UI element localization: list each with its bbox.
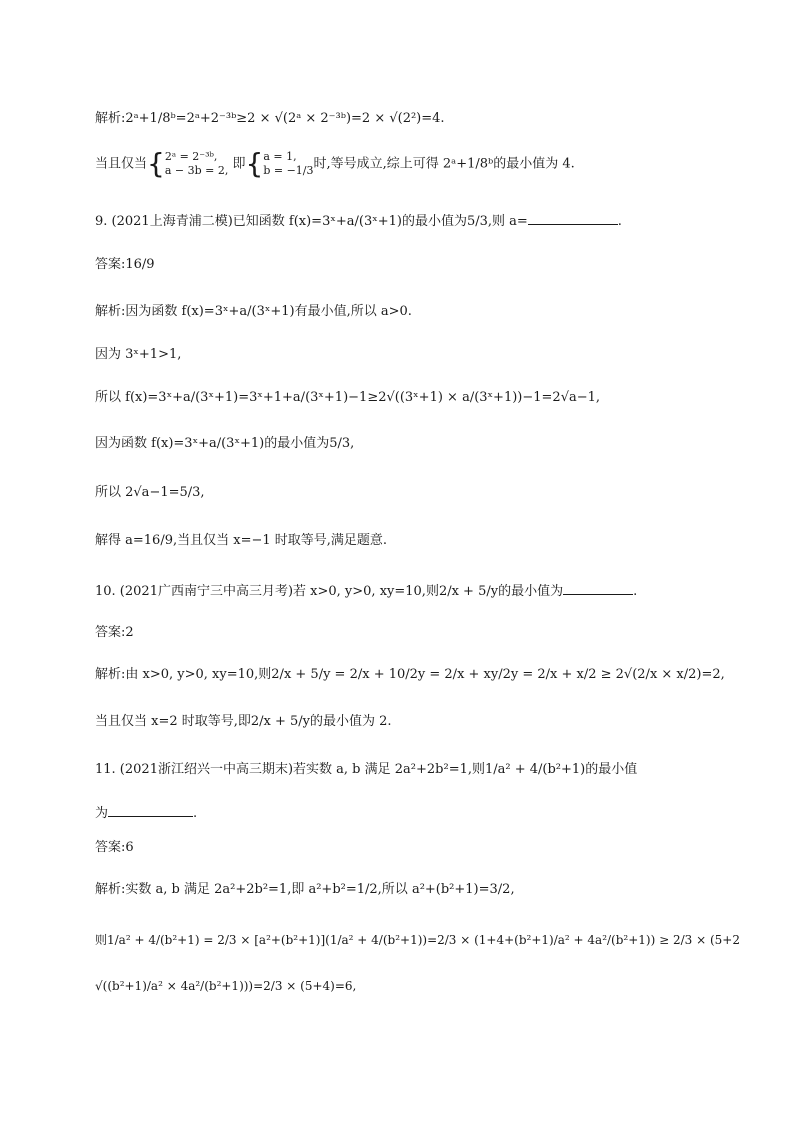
solution-9-line-2: 因为 3ˣ+1>1, xyxy=(95,347,182,362)
system-2-eq-1: a = 1, xyxy=(263,150,297,163)
solution-10-line-2: 当且仅当 x=2 时取等号,即2/x + 5/y的最小值为 2. xyxy=(95,714,392,729)
solution-8-line-1: 解析:2ᵃ+1/8ᵇ=2ᵃ+2⁻³ᵇ≥2 × √(2ᵃ × 2⁻³ᵇ)=2 × √(2²)=4. xyxy=(95,111,445,126)
solution-8-conclusion: 时,等号成立,综上可得 2ᵃ+1/8ᵇ的最小值为 4. xyxy=(313,156,575,172)
answer-9: 答案:16/9 xyxy=(95,257,155,272)
left-brace-icon: { xyxy=(245,147,264,180)
solution-11-line-3: √((b²+1)/a² × 4a²/(b²+1)))=2/3 × (5+4)=6, xyxy=(95,979,357,993)
solution-9-line-6: 解得 a=16/9,当且仅当 x=−1 时取等号,满足题意. xyxy=(95,533,388,548)
solution-9-line-5: 所以 2√a−1=5/3, xyxy=(95,485,205,500)
answer-blank-9[interactable] xyxy=(528,210,618,225)
solution-11-line-1: 解析:实数 a, b 满足 2a²+2b²=1,即 a²+b²=1/2,所以 a²+(b²+1)=3/2, xyxy=(95,882,515,897)
question-9: 9. (2021上海青浦二模)已知函数 f(x)=3ˣ+a/(3ˣ+1)的最小值为5/3,则 a= . xyxy=(95,210,622,232)
question-11-line-2: 为 . xyxy=(95,802,197,824)
solution-8-that-is: 即 xyxy=(232,156,246,172)
question-11-wei: 为 xyxy=(95,806,109,821)
equation-system-1 xyxy=(165,150,229,178)
solution-9-line-1: 解析:因为函数 f(x)=3ˣ+a/(3ˣ+1)有最小值,所以 a>0. xyxy=(95,304,412,319)
solution-9-line-4: 因为函数 f(x)=3ˣ+a/(3ˣ+1)的最小值为5/3, xyxy=(95,436,355,451)
question-10-text: 10. (2021广西南宁三中高三月考)若 x>0, y>0, xy=10,则2/x + 5/y的最小值为 xyxy=(95,584,564,599)
solution-9-line-3: 所以 f(x)=3ˣ+a/(3ˣ+1)=3ˣ+1+a/(3ˣ+1)−1≥2√((3ˣ+1) × a/(3ˣ+1))−1=2√a−1, xyxy=(95,390,601,405)
solution-10-line-1: 解析:由 x>0, y>0, xy=10,则2/x + 5/y = 2/x + 10/2y = 2/x + xy/2y = 2/x + x/2 ≥ 2√(2/x × x/2)=2, xyxy=(95,667,725,682)
system-1-eq-1: 2ᵃ = 2⁻³ᵇ, xyxy=(164,150,218,163)
answer-blank-11[interactable] xyxy=(108,802,193,817)
solution-11-line-2: 则1/a² + 4/(b²+1) = 2/3 × [a²+(b²+1)](1/a² + 4/(b²+1))=2/3 × (1+4+(b²+1)/a² + 4a²/(b²+1)) ≥ 2/3 × (5+2 xyxy=(95,933,740,947)
question-10: 10. (2021广西南宁三中高三月考)若 x>0, y>0, xy=10,则2/x + 5/y的最小值为 . xyxy=(95,580,637,602)
left-brace-icon: { xyxy=(147,147,165,180)
answer-11: 答案:6 xyxy=(95,840,134,855)
system-2-eq-2: b = −1/3 xyxy=(263,164,314,177)
question-11-line-1: 11. (2021浙江绍兴一中高三期末)若实数 a, b 满足 2a²+2b²=1,则1/a² + 4/(b²+1)的最小值 xyxy=(95,762,638,777)
equation-system-2 xyxy=(263,150,313,178)
solution-8-condition-label: 当且仅当 xyxy=(95,156,148,172)
answer-blank-10[interactable] xyxy=(563,580,633,595)
system-1-eq-2: a − 3b = 2, xyxy=(164,164,229,177)
question-9-text: 9. (2021上海青浦二模)已知函数 f(x)=3ˣ+a/(3ˣ+1)的最小值为5/3,则 a= xyxy=(95,214,528,229)
answer-10: 答案:2 xyxy=(95,625,134,640)
solution-8-line-2 xyxy=(95,147,575,180)
